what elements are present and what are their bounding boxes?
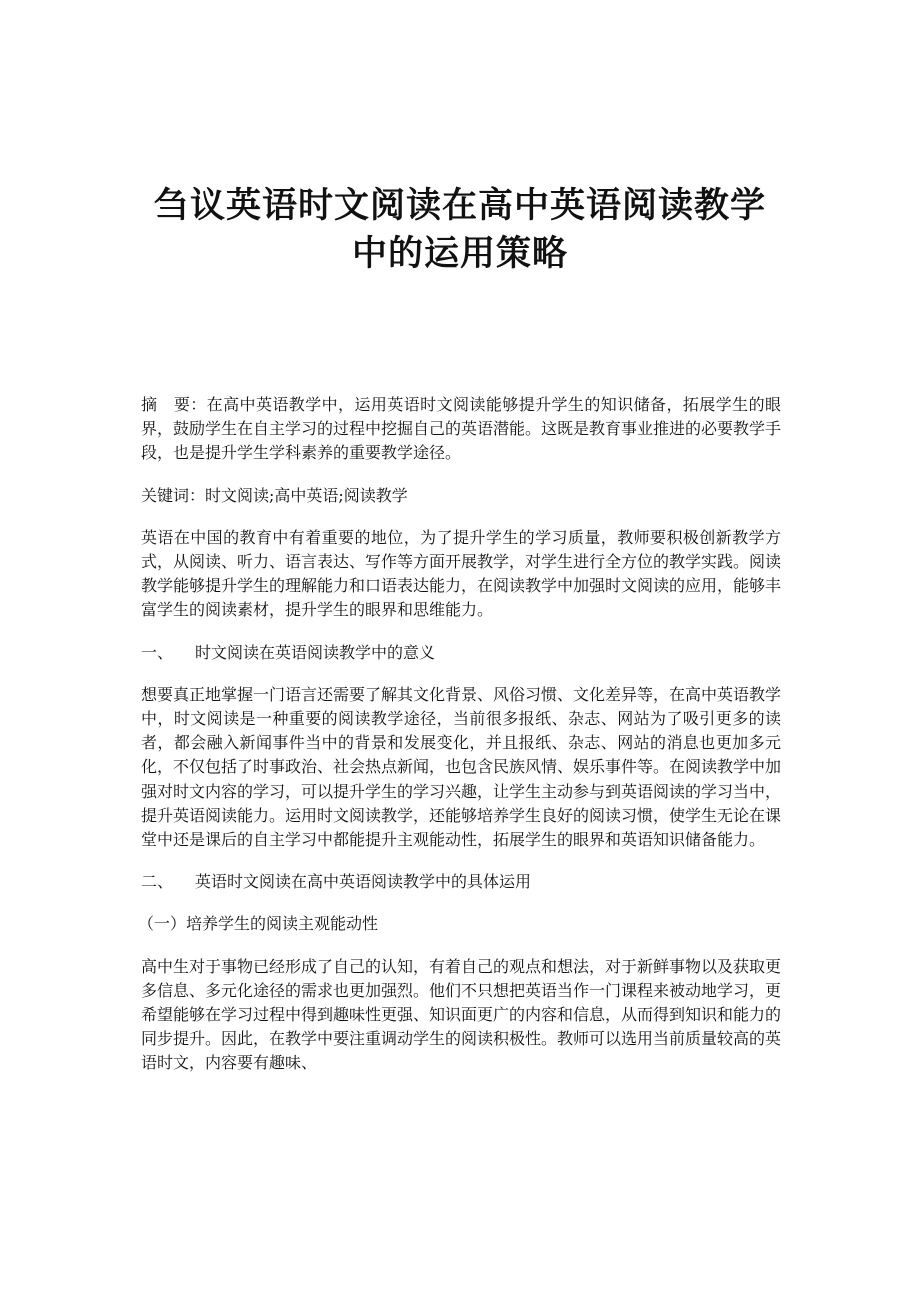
abstract-paragraph: 摘 要：在高中英语教学中，运用英语时文阅读能够提升学生的知识储备，拓展学生的眼界，鼓励学生在自主学习的过程中挖掘自己的英语潜能。这既是教育事业推进的必要教学手段，也是提升学生学科素养的重要教学途径。: [141, 395, 782, 463]
page-title: [100, 182, 820, 278]
section-1-number: 一、: [141, 642, 174, 662]
keywords-line: 关键词：时文阅读;高中英语;阅读教学: [141, 485, 408, 505]
title-line-2: 中的运用策略: [351, 234, 568, 274]
document-body: [138, 393, 782, 1094]
section-2-heading: [141, 870, 781, 894]
section-1-heading: [141, 641, 781, 665]
subsection-1-paragraph: 高中生对于事物已经形成了自己的认知，有着自己的观点和想法，对于新鲜事物以及获取更多信息、多元化途径的需求也更加强烈。他们不只想把英语当作一门课程来被动地学习，更希望能够在学习过程中得到趣味性更强、知识面更广的内容和信息，从而得到知识和能力的同步提升。因此，在教学中要注重调动学生的阅读积极性。教师可以选用当前质量较高的英语时文，内容要有趣味、: [141, 956, 782, 1073]
intro-paragraph: 英语在中国的教育中有着重要的地位，为了提升学生的学习质量，教师要积极创新教学方式，从阅读、听力、语言表达、写作等方面开展教学，对学生进行全方位的教学实践。阅读教学能够提升学生的理解能力和口语表达能力，在阅读教学中加强时文阅读的应用，能够丰富学生的阅读素材，提升学生的眼界和思维能力。: [141, 527, 782, 620]
subsection-1-heading: （一）培养学生的阅读主观能动性: [138, 914, 379, 934]
section-1-paragraph: 想要真正地掌握一门语言还需要了解其文化背景、风俗习惯、文化差异等，在高中英语教学中，时文阅读是一种重要的阅读教学途径，当前很多报纸、杂志、网站为了吸引更多的读者，都会融入新闻事件当中的背景和发展变化，并且报纸、杂志、网站的消息也更加多元化，不仅包括了时事政治、社会热点新闻，也包含民族风情、娱乐事件等。在阅读教学中加强对时文内容的学习，可以提升学生的学习兴趣，让学生主动参与到英语阅读的学习当中，提升英语阅读能力。运用时文阅读教学，还能够培养学生良好的阅读习惯，使学生无论在课堂中还是课后的自主学习中都能提升主观能动性，拓展学生的眼界和英语知识储备能力。: [141, 684, 782, 850]
section-2-number: 二、: [141, 872, 174, 892]
title-line-1: 刍议英语时文阅读在高中英语阅读教学: [153, 186, 766, 226]
section-1-title: 时文阅读在英语阅读教学中的意义: [195, 642, 436, 662]
section-2-title: 英语时文阅读在高中英语阅读教学中的具体运用: [195, 872, 532, 892]
